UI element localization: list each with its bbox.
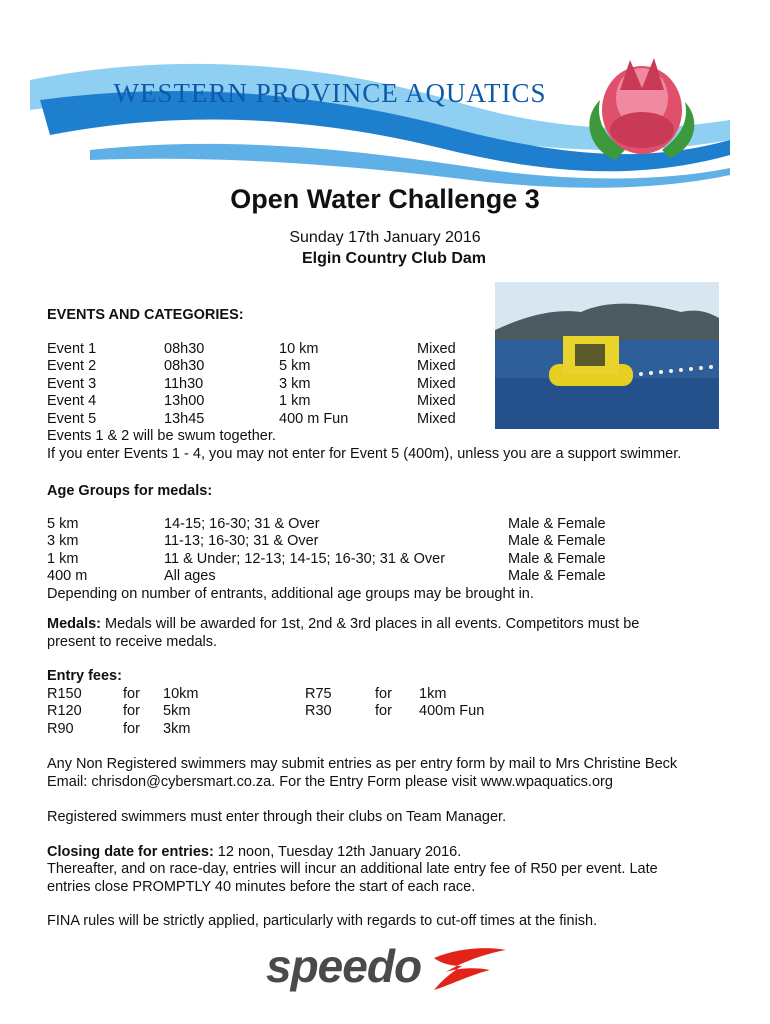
event-time: 08h30: [164, 341, 205, 357]
event-name: Event 5: [47, 410, 97, 427]
event-category: Mixed: [417, 375, 456, 392]
event-category: Mixed: [417, 393, 456, 410]
fee-price: R90: [47, 720, 74, 737]
speedo-boomerang-icon: [434, 948, 506, 990]
fee-item: 3km: [163, 720, 191, 737]
event-distance: 5 km: [279, 358, 311, 375]
closing-line-2: Thereafter, and on race-day, entries will incur an additional late entry fee of R50 per event. Late: [47, 861, 658, 877]
non-registered-line-2: Email: chrisdon@cybersmart.co.za. For the Entry Form please visit www.wpaquatics.org: [47, 774, 613, 790]
page-title: Open Water Challenge 3: [230, 184, 540, 214]
medals-label: Medals:: [47, 616, 101, 632]
age-groups: 14-15; 16-30; 31 & Over: [164, 516, 320, 532]
event-distance: 3 km: [279, 375, 311, 392]
fee-item: 400m Fun: [419, 703, 485, 720]
event-name: Event 4: [47, 393, 97, 410]
fee-for: for: [123, 720, 140, 737]
event-distance: 400 m Fun: [279, 410, 349, 427]
closing-line-3: entries close PROMPTLY 40 minutes before the start of each race.: [47, 879, 476, 895]
fee-price: R150: [47, 686, 82, 702]
event-distance: 10 km: [279, 341, 319, 357]
age-groups: 11-13; 16-30; 31 & Over: [164, 533, 319, 550]
registered-note: Registered swimmers must enter through their clubs on Team Manager.: [47, 809, 507, 825]
event-time: 08h30: [164, 358, 205, 375]
fee-for: for: [123, 686, 140, 702]
age-groups-heading: Age Groups for medals:: [47, 483, 213, 499]
speedo-logo: [262, 940, 508, 996]
age-distance: 1 km: [47, 550, 79, 567]
fee-for: for: [375, 686, 392, 702]
event-time: 13h45: [164, 410, 205, 427]
sponsor-name: speedo: [266, 940, 422, 992]
events-note-2: If you enter Events 1 - 4, you may not enter for Event 5 (400m), unless you are a support swimmer.: [47, 446, 682, 462]
events-table: [47, 341, 487, 431]
age-groups: 11 & Under; 12-13; 14-15; 16-30; 31 & Over: [164, 550, 446, 567]
age-distance: 5 km: [47, 516, 79, 532]
fee-price: R30: [305, 703, 332, 720]
event-name: Event 3: [47, 375, 97, 392]
fee-for: for: [375, 703, 392, 720]
org-name: WESTERN PROVINCE AQUATICS: [113, 78, 547, 108]
non-registered-line-1: Any Non Registered swimmers may submit entries as per entry form by mail to Mrs Christine Beck: [47, 756, 678, 772]
fee-item: 1km: [419, 686, 447, 702]
event-name: Event 2: [47, 358, 97, 375]
closing-line-1: [47, 844, 461, 861]
medals-line-2: present to receive medals.: [47, 634, 218, 650]
fee-for: for: [123, 703, 140, 720]
fina-note: FINA rules will be strictly applied, particularly with regards to cut-off times at the finish.: [47, 913, 598, 929]
closing-value: 12 noon, Tuesday 12th January 2016.: [213, 844, 462, 860]
closing-label: Closing date for entries:: [47, 844, 214, 860]
age-groups: All ages: [164, 568, 216, 585]
age-groups-table: [47, 516, 627, 588]
events-heading: EVENTS AND CATEGORIES:: [47, 307, 244, 323]
events-note-1: Events 1 & 2 will be swum together.: [47, 428, 276, 444]
age-distance: 400 m: [47, 568, 88, 585]
age-distance: 3 km: [47, 533, 79, 550]
event-name: Event 1: [47, 341, 97, 357]
event-distance: 1 km: [279, 393, 311, 410]
entry-fees-heading: Entry fees:: [47, 668, 122, 684]
age-gender: Male & Female: [508, 533, 606, 550]
event-time: 13h00: [164, 393, 205, 410]
medals-line-1: [47, 616, 639, 633]
age-gender: Male & Female: [508, 568, 606, 585]
age-groups-note: Depending on number of entrants, additional age groups may be brought in.: [47, 586, 534, 602]
age-gender: Male & Female: [508, 516, 606, 532]
fee-item: 10km: [163, 686, 199, 702]
event-category: Mixed: [417, 358, 456, 375]
fee-price: R75: [305, 686, 332, 702]
medals-text: Medals will be awarded for 1st, 2nd & 3rd places in all events. Competitors must be: [101, 616, 640, 632]
fee-price: R120: [47, 703, 82, 720]
event-date: Sunday 17th January 2016: [289, 229, 481, 246]
age-gender: Male & Female: [508, 550, 606, 567]
header-banner: [30, 40, 730, 190]
event-category: Mixed: [417, 410, 456, 427]
protea-flower-icon: [589, 58, 694, 160]
buoy-photo: [491, 278, 723, 433]
event-category: Mixed: [417, 341, 456, 357]
event-venue: Elgin Country Club Dam: [302, 250, 486, 267]
fee-item: 5km: [163, 703, 191, 720]
event-time: 11h30: [164, 375, 204, 392]
entry-fees-table: [47, 686, 507, 742]
